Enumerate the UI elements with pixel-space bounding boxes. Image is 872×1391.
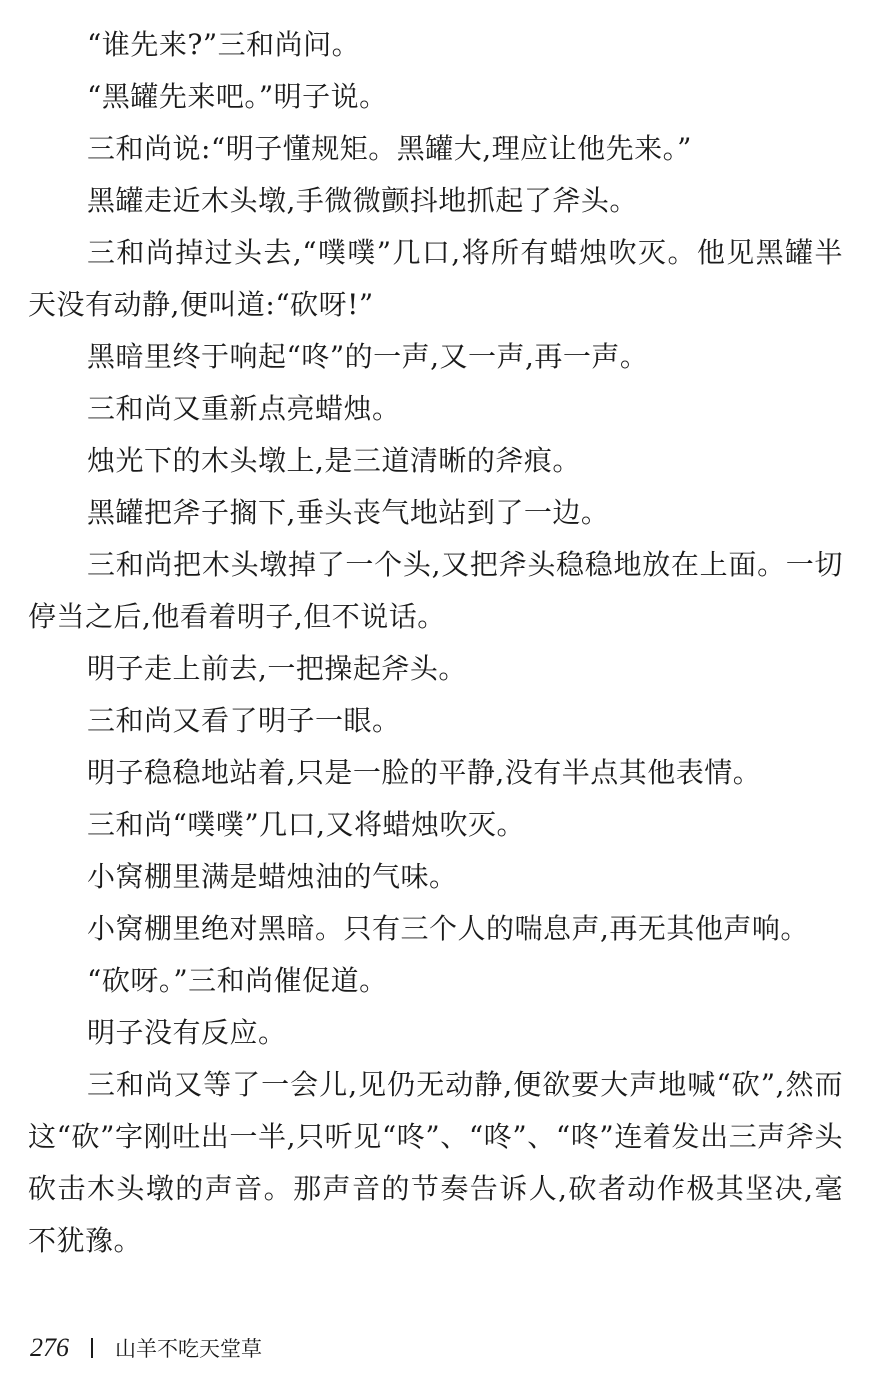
paragraph: 明子没有反应。 xyxy=(87,1016,287,1049)
paragraph: “砍呀。”三和尚催促道。 xyxy=(87,964,388,997)
paragraph: 明子稳稳地站着,只是一脸的平静,没有半点其他表情。 xyxy=(87,756,762,789)
paragraph: 三和尚“噗噗”几口,又将蜡烛吹灭。 xyxy=(87,808,526,841)
paragraph: 三和尚又看了明子一眼。 xyxy=(87,704,401,737)
paragraph: 明子走上前去,一把操起斧头。 xyxy=(87,652,467,685)
paragraph: 三和尚又等了一会儿,见仍无动静,便欲要大声地喊“砍”,然而这“砍”字刚吐出一半,只听见“咚”、“咚”、“咚”连着发出三声斧头砍击木头墩的声音。那声音的节奏告诉人,砍者动作极其坚决,毫不犹豫。 xyxy=(28,1068,843,1257)
book-title: 山羊不吃天堂草 xyxy=(115,1337,262,1361)
paragraph: 三和尚掉过头去,“噗噗”几口,将所有蜡烛吹灭。他见黑罐半天没有动静,便叫道:“砍呀!” xyxy=(28,236,843,321)
paragraph: “谁先来?”三和尚问。 xyxy=(87,28,361,61)
body-text xyxy=(28,19,843,1267)
page-footer xyxy=(30,1333,262,1363)
paragraph: 黑暗里终于响起“咚”的一声,又一声,再一声。 xyxy=(87,340,649,373)
paragraph: 烛光下的木头墩上,是三道清晰的斧痕。 xyxy=(87,444,581,477)
paragraph: 三和尚把木头墩掉了一个头,又把斧头稳稳地放在上面。一切停当之后,他看着明子,但不说话。 xyxy=(28,548,843,633)
paragraph: 小窝棚里满是蜡烛油的气味。 xyxy=(87,860,458,893)
paragraph: “黑罐先来吧。”明子说。 xyxy=(87,80,388,113)
paragraph: 黑罐把斧子搁下,垂头丧气地站到了一边。 xyxy=(87,496,610,529)
paragraph: 三和尚说:“明子懂规矩。黑罐大,理应让他先来。” xyxy=(87,132,692,165)
paragraph: 黑罐走近木头墩,手微微颤抖地抓起了斧头。 xyxy=(87,184,638,217)
page-number: 276 xyxy=(30,1333,69,1362)
footer-divider xyxy=(91,1338,93,1358)
paragraph: 三和尚又重新点亮蜡烛。 xyxy=(87,392,401,425)
paragraph: 小窝棚里绝对黑暗。只有三个人的喘息声,再无其他声响。 xyxy=(87,912,809,945)
